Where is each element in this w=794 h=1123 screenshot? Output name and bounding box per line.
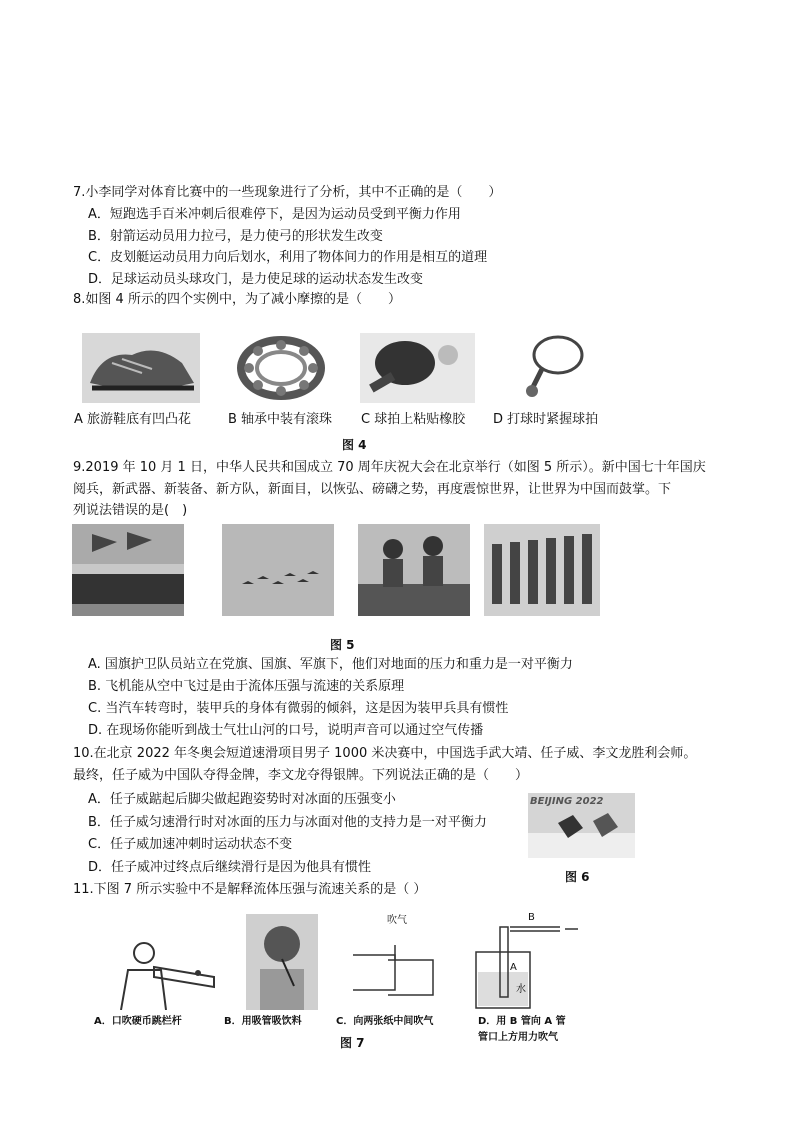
tube-a-label: A [510, 962, 517, 973]
q9-stem-line-3: 列说法错误的是( ) [73, 503, 188, 518]
q9-option-a: A. 国旗护卫队员站立在党旗、国旗、军旗下，他们对地面的压力和重力是一对平衡力 [88, 657, 573, 672]
blow-label: 吹气 [387, 915, 407, 926]
tube-b-label: B [528, 912, 535, 923]
q11-caption-a: A．口吹硬币跳栏杆 [94, 1016, 182, 1027]
q11-caption-c: C．向两张纸中间吹气 [336, 1016, 434, 1027]
aircraft-formation-image [222, 524, 334, 616]
q7-option-c: C．皮划艇运动员用力向后划水，利用了物体间力的作用是相互的道理 [88, 250, 488, 265]
figure-6-label: 图 6 [565, 870, 590, 884]
q10-stem-line-1: 10.在北京 2022 年冬奥会短道速滑项目男子 1000 米决赛中，中国选手武大靖、任子威、李文龙胜利会师。 [73, 746, 697, 761]
straw-boy-image [246, 914, 318, 1010]
q11-caption-d-line-2: 管口上方用力吹气 [478, 1032, 558, 1043]
figure-4-label: 图 4 [342, 438, 367, 452]
q7-option-d: D．足球运动员头球攻门，是力使足球的运动状态发生改变 [88, 272, 424, 287]
q10-option-d: D．任子威冲过终点后继续滑行是因为他具有惯性 [88, 860, 372, 875]
blow-paper-image [343, 915, 443, 1011]
q10-option-c: C．任子威加速冲刺时运动状态不变 [88, 837, 293, 852]
q7-option-a: A．短跑选手百米冲刺后很难停下，是因为运动员受到平衡力作用 [88, 207, 461, 222]
q11-caption-b: B．用吸管吸饮料 [224, 1016, 302, 1027]
figure-5-label: 图 5 [330, 638, 355, 652]
q8-caption-b: B 轴承中装有滚珠 [228, 412, 333, 427]
q9-stem-line-2: 阅兵，新武器、新装备、新方队，新面目，以恢弘、磅礴之势，再度震惊世界，让世界为中国而鼓掌。下 [73, 482, 672, 497]
armored-soldiers-image [358, 524, 470, 616]
q8-stem: 8.如图 4 所示的四个实例中，为了减小摩擦的是（ ） [73, 292, 401, 307]
q7-option-b: B．射箭运动员用力拉弓，是力使弓的形状发生改变 [88, 229, 383, 244]
q8-caption-a: A 旅游鞋底有凹凸花 [74, 412, 192, 427]
q10-stem-line-2: 最终，任子威为中国队夺得金牌，李文龙夺得银牌。下列说法正确的是（ ） [73, 768, 529, 783]
q10-option-b: B．任子威匀速滑行时对冰面的压力与冰面对他的支持力是一对平衡力 [88, 815, 487, 830]
flag-guard-image [72, 524, 184, 616]
q11-stem: 11.下图 7 所示实验中不是解释流体压强与流速关系的是（ ） [73, 882, 427, 897]
q8-caption-d: D 打球时紧握球拍 [493, 412, 599, 427]
q9-stem-line-1: 9.2019 年 10 月 1 日，中华人民共和国成立 70 周年庆祝大会在北京举行（如图 5 所示）。新中国七十年国庆 [73, 460, 706, 475]
coin-blow-image [106, 935, 216, 1010]
q9-option-d: D. 在现场你能听到战士气壮山河的口号，说明声音可以通过空气传播 [88, 723, 484, 738]
racket-image [510, 333, 592, 403]
tube-experiment-image [470, 912, 580, 1010]
paddle-image [360, 333, 475, 403]
q8-caption-c: C 球拍上粘贴橡胶 [361, 412, 466, 427]
q10-option-a: A．任子威踮起后脚尖做起跑姿势时对冰面的压强变小 [88, 792, 396, 807]
figure-7-label: 图 7 [340, 1036, 365, 1050]
skating-image [528, 793, 635, 858]
q11-caption-d: D．用 B 管向 A 管 [478, 1016, 566, 1027]
beijing-2022-banner: BEIJING 2022 [530, 796, 604, 807]
q9-option-c: C. 当汽车转弯时，装甲兵的身体有微弱的倾斜，这是因为装甲兵具有惯性 [88, 701, 509, 716]
bearing-image [222, 333, 340, 403]
q7-stem: 7.小李同学对体育比赛中的一些现象进行了分析，其中不正确的是（ ） [73, 185, 502, 200]
q9-option-b: B. 飞机能从空中飞过是由于流体压强与流速的关系原理 [88, 679, 405, 694]
shoe-image [82, 333, 200, 403]
marching-troops-image [484, 524, 600, 616]
water-label: 水 [516, 984, 526, 995]
